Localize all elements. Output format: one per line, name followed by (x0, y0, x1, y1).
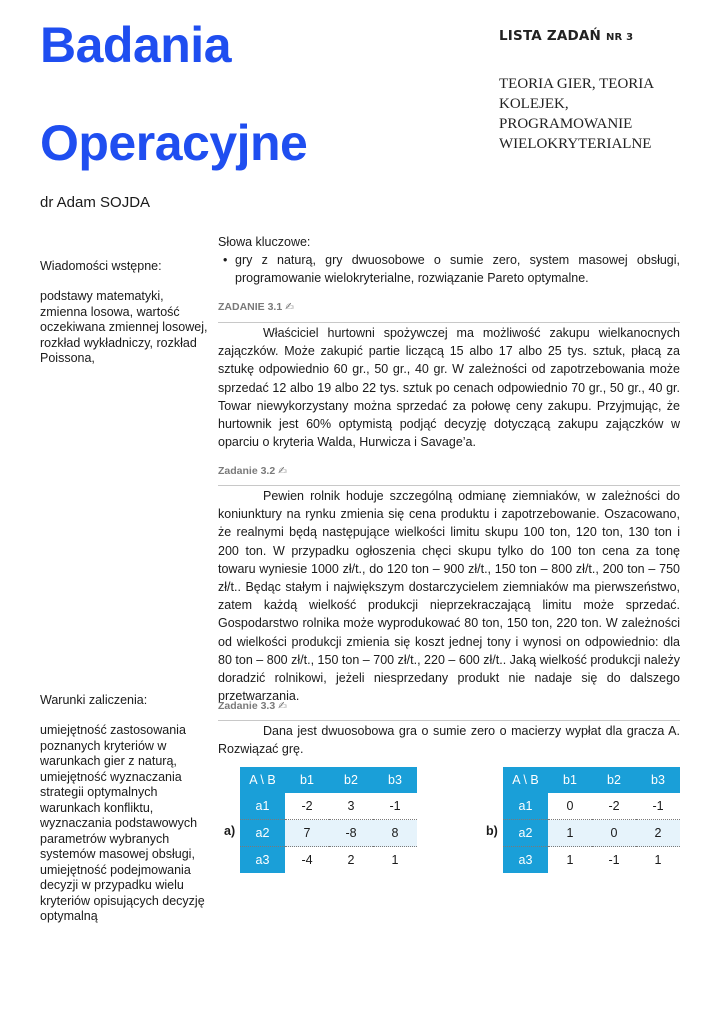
table-b-label: b) (486, 824, 498, 838)
task-divider (218, 322, 680, 323)
list-number: NR 3 (605, 32, 634, 43)
title-line-1: Badania (40, 17, 232, 73)
row-header-cell: a3 (503, 847, 548, 874)
table-cell: 2 (636, 820, 680, 847)
header-cell: b1 (285, 767, 329, 793)
row-header-cell: a2 (240, 820, 285, 847)
keywords-text: gry z naturą, gry dwuosobowe o sumie zero, system masowej obsługi, programowanie wielokryterialne, rozwiązanie Pareto optymalne. (235, 253, 680, 285)
topic-line: TEORIA GIER, TEORIA (499, 76, 655, 92)
row-header-cell: a3 (240, 847, 285, 874)
pass-text: umiejętność zastosowania poznanych kryteriów w warunkach gier z naturą, umiejętność wyznaczania strategii optymalnych warunkach konfliktu, wyznaczania podstawowych parametrów wybranych systemów masowej obsługi, umiejętność podejmowania decyzji w przypadku wielu kryteriów opisujących decyzję optymalną (40, 723, 205, 923)
table-cell: 3 (329, 793, 373, 820)
header-cell: b2 (329, 767, 373, 793)
table-cell: 1 (566, 853, 574, 867)
bullet: • (223, 253, 228, 267)
row-header-cell: a2 (503, 820, 548, 847)
header-cell: b1 (548, 767, 592, 793)
topic-line: WIELOKRYTERIALNE (499, 136, 652, 152)
header-cell: b3 (373, 767, 417, 793)
task-divider (218, 485, 680, 486)
payoff-table-a (240, 767, 417, 873)
table-cell: -2 (592, 793, 636, 820)
task-label: ZADANIE 3.1 ✍ (218, 301, 294, 313)
table-a-label: a) (224, 824, 236, 838)
task-text: Pewien rolnik hoduje szczególną odmianę ziemniaków, w zależności do koniunktury na rynku zmienia się cena produktu i zapotrzebowanie. Oszacowano, że realnymi będą następujące wielkości limitu skupu 100 ton, 120 ton, 130 ton i 200 ton. W przypadku ogłoszenia chęci skupu tylko do 100 ton cena za tonę towaru wyniesie 1000 zł/t., do 120 ton – 900 zł/t., 150 ton – 800 zł/t., 200 ton – 750 zł/t.. Będąc stałym i największym dostarczycielem ziemniaków ma pierwszeństwo, zatem każdą wielkość produkcji nieprzekraczającą limitu może sprzedać. Gospodarstwo rolnika może wyprodukować 80 ton, 150 ton, 220 ton. W zależności od wielkości produkcji zmienia się koszt jednej tony i wynosi on odpowiednio: dla 80 ton – 800 zł/t., 150 ton – 700 zł/t., 220 – 600 zł/t.. Jaką wielkość produkcji należy doradzić rolnikowi, jeżeli niesprzedany produkt nie nadaje się do dalszego przetwarzania. (218, 489, 680, 704)
table-cell: 1 (548, 820, 592, 847)
topic-line: KOLEJEK, (499, 96, 569, 112)
table-row (503, 820, 680, 847)
row-header-cell: a1 (240, 793, 285, 820)
topic-line: PROGRAMOWANIE (499, 116, 633, 132)
author: dr Adam SOJDA (40, 194, 151, 211)
table-cell: -2 (285, 793, 329, 820)
table-cell: 1 (654, 853, 662, 867)
payoff-table-b (503, 767, 680, 873)
task-divider (218, 720, 680, 721)
keywords-item (218, 251, 680, 287)
table-header-row (503, 767, 680, 793)
header-cell: A \ B (240, 767, 285, 793)
task-label: Zadanie 3.3 ✍ (218, 700, 287, 712)
table-header-row (240, 767, 417, 793)
table-cell: 1 (391, 853, 399, 867)
topic (499, 74, 699, 154)
list-heading (499, 28, 633, 44)
row-header-cell: a1 (503, 793, 548, 820)
title-line-2: Operacyjne (40, 115, 308, 171)
table-cell: -4 (301, 853, 313, 867)
pass-heading: Warunki zaliczenia: (40, 693, 148, 707)
table-cell: 2 (347, 853, 355, 867)
table-cell: 0 (592, 820, 636, 847)
keywords-label: Słowa kluczowe: (218, 235, 311, 249)
table-cell: -1 (373, 793, 417, 820)
table-cell: 0 (548, 793, 592, 820)
table-row (240, 793, 417, 820)
table-cell: -1 (636, 793, 680, 820)
task-label: Zadanie 3.2 ✍ (218, 465, 287, 477)
list-title: LISTA ZADAŃ (499, 28, 602, 44)
task-text: Dana jest dwuosobowa gra o sumie zero o macierzy wypłat dla gracza A. Rozwiązać grę. (218, 724, 680, 757)
prereq-heading: Wiadomości wstępne: (40, 259, 162, 273)
task-text: Właściciel hurtowni spożywczej ma możliwość zakupu wielkanocnych zajączków. Może zakupić partie liczącą 15 albo 17 albo 25 tys. sztuk, płacą za sztukę odpowiednio 60 gr., 50 gr., 40 gr. W zależności od zapotrzebowania może sprzedać 12 albo 19 albo 22 tys. sztuk po cenach odpowiednio 70 gr., 50 gr., 40 gr. Towar niewykorzystany można sprzedać za połowę ceny zakupu. Przyjmując, że hurtownik jest 60% optymistą podjąć decyzję dotyczącą zakupu zajączków w oparciu o kryteria Walda, Hurwicza i Savage’a. (218, 326, 680, 450)
header-cell: A \ B (503, 767, 548, 793)
table-row (240, 820, 417, 847)
table-cell: 7 (285, 820, 329, 847)
table-row (503, 847, 680, 874)
header-cell: b2 (592, 767, 636, 793)
table-cell: -1 (608, 853, 620, 867)
table-row (240, 847, 417, 874)
table-cell: 8 (373, 820, 417, 847)
keywords (218, 233, 680, 287)
prereq-text: podstawy matematyki, zmienna losowa, wartość oczekiwana zmiennej losowej, rozkład wykładniczy, rozkład Poissona, (40, 289, 208, 365)
table-row (503, 793, 680, 820)
header-cell: b3 (636, 767, 680, 793)
table-cell: -8 (329, 820, 373, 847)
